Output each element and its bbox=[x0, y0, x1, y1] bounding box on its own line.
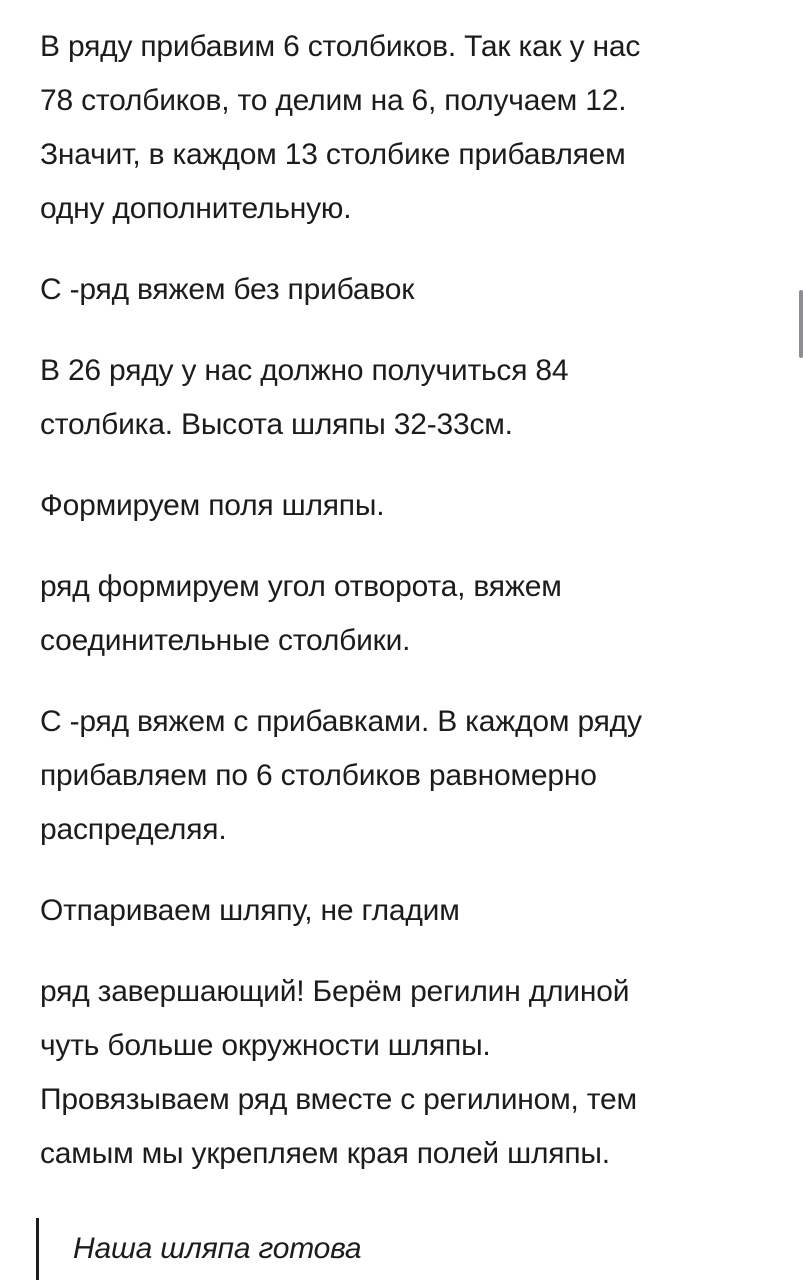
article-body bbox=[40, 20, 780, 1208]
paragraph-2 bbox=[40, 263, 780, 317]
text-line: Формируем поля шляпы. bbox=[40, 489, 385, 522]
text-line: В 26 ряду у нас должно получиться 84 bbox=[40, 354, 569, 387]
paragraph-1 bbox=[40, 20, 780, 236]
blockquote-text: Наша шляпа готова bbox=[73, 1232, 362, 1265]
text-line: Отпариваем шляпу, не гладим bbox=[40, 894, 460, 927]
text-line: С -ряд вяжем без прибавок bbox=[40, 273, 415, 306]
text-line: В ряду прибавим 6 столбиков. Так как у нас bbox=[40, 30, 641, 63]
text-line: Провязываем ряд вместе с регилином, тем bbox=[40, 1083, 637, 1116]
text-line: распределяя. bbox=[40, 813, 227, 846]
vertical-scrollbar[interactable] bbox=[799, 290, 803, 358]
text-line: одну дополнительную. bbox=[40, 192, 352, 225]
text-line: чуть больше окружности шляпы. bbox=[40, 1029, 491, 1062]
text-line: С -ряд вяжем с прибавками. В каждом ряду bbox=[40, 705, 642, 738]
paragraph-3 bbox=[40, 344, 780, 452]
paragraph-6 bbox=[40, 695, 780, 857]
blockquote bbox=[36, 1218, 361, 1280]
text-line: столбика. Высота шляпы 32-33см. bbox=[40, 408, 513, 441]
paragraph-5 bbox=[40, 560, 780, 668]
text-line: ряд формируем угол отворота, вяжем bbox=[40, 570, 562, 603]
paragraph-4 bbox=[40, 479, 780, 533]
text-line: соединительные столбики. bbox=[40, 624, 411, 657]
text-line: прибавляем по 6 столбиков равномерно bbox=[40, 759, 597, 792]
paragraph-7 bbox=[40, 884, 780, 938]
text-line: Значит, в каждом 13 столбике прибавляем bbox=[40, 138, 626, 171]
paragraph-8 bbox=[40, 965, 780, 1181]
text-line: ряд завершающий! Берём регилин длиной bbox=[40, 975, 630, 1008]
text-line: 78 столбиков, то делим на 6, получаем 12. bbox=[40, 84, 627, 117]
text-line: самым мы укрепляем края полей шляпы. bbox=[40, 1137, 610, 1170]
